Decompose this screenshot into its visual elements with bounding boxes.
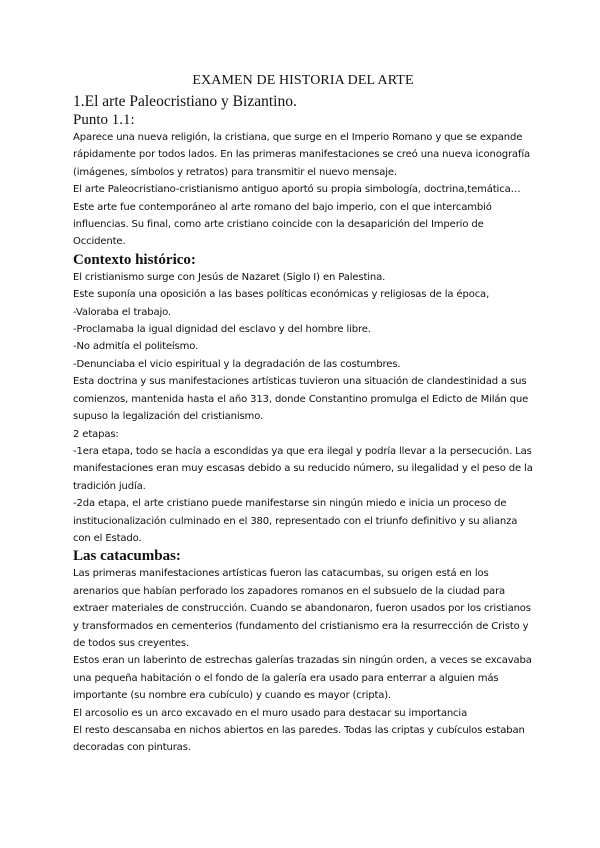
list-item: -Valoraba el trabajo. — [73, 306, 171, 318]
paragraph: El arte Paleocristiano-cristianismo antiguo aportó su propia simbología, doctrina,temática… — [73, 184, 521, 196]
list-item: -1era etapa, todo se hacía a escondidas ya que era ilegal y podría llevar a la persecución. Las manifestaciones eran muy escasas debido a su reducido número, su ilegalidad y el peso de la tradición judía. — [73, 445, 533, 492]
paragraph: Las primeras manifestaciones artísticas fueron las catacumbas, su origen está en los arenarios que habían perforado los zapadores romanos en el subsuelo de la ciudad para extraer materiales de construcción. Cuando se abandonaron, fueron usados por los cristianos y transformados en cementerios (fundamento del cristianismo era la resurrección de Cristo y de todos sus creyentes. — [73, 568, 531, 649]
paragraph: El cristianismo surge con Jesús de Nazaret (Siglo I) en Palestina. — [73, 271, 386, 283]
paragraph: 2 etapas: — [73, 428, 119, 440]
list-item: -Denunciaba el vicio espiritual y la degradación de las costumbres. — [73, 358, 401, 370]
paragraph: Esta doctrina y sus manifestaciones artísticas tuvieron una situación de clandestinidad a sus comienzos, mantenida hasta el año 313, donde Constantino promulga el Edicto de Milán que supuso la legalización del cristianismo. — [73, 376, 529, 423]
list-item: -2da etapa, el arte cristiano puede manifestarse sin ningún miedo e inicia un proceso de institucionalización culminado en el 380, representado con el triunfo definitivo y su alianza con el Estado. — [73, 498, 518, 544]
paragraph: Estos eran un laberinto de estrechas galerías trazadas sin ningún orden, a veces se excavaba una pequeña habitación o el fondo de la galería era usado para enterrar a alguien más importante (su nombre era cubículo) y cuando es mayor (cripta). — [73, 655, 532, 702]
paragraph: El arcosolio es un arco excavado en el muro usado para destacar su importancia — [73, 707, 468, 719]
list-item: -No admitía el politeísmo. — [73, 341, 199, 353]
catacumbas-heading: Las catacumbas: — [73, 548, 181, 565]
document-title: EXAMEN DE HISTORIA DEL ARTE — [192, 73, 414, 88]
list-item: -Proclamaba la igual dignidad del esclavo y del hombre libre. — [73, 324, 371, 336]
contexto-heading: Contexto histórico: — [73, 251, 196, 268]
paragraph: Aparece una nueva religión, la cristiana, que surge en el Imperio Romano y que se expande rápidamente por todos lados. En las primeras manifestaciones se creó una nueva iconografía (imágenes, símbolos y retratos) para transmitir el nuevo mensaje. — [73, 132, 530, 178]
paragraph: Este arte fue contemporáneo al arte romano del bajo imperio, con el que intercambió influencias. Su final, como arte cristiano coincide con la desaparición del Imperio de Occidente. — [73, 201, 492, 248]
punto-heading: Punto 1.1: — [73, 112, 135, 128]
paragraph: El resto descansaba en nichos abiertos en las paredes. Todas las criptas y cubículos estaban decoradas con pinturas. — [73, 725, 525, 754]
document-body — [73, 73, 533, 757]
paragraph: Este suponía una oposición a las bases políticas económicas y religiosas de la época, — [73, 289, 490, 301]
section-heading: 1.El arte Paleocristiano y Bizantino. — [73, 93, 297, 110]
